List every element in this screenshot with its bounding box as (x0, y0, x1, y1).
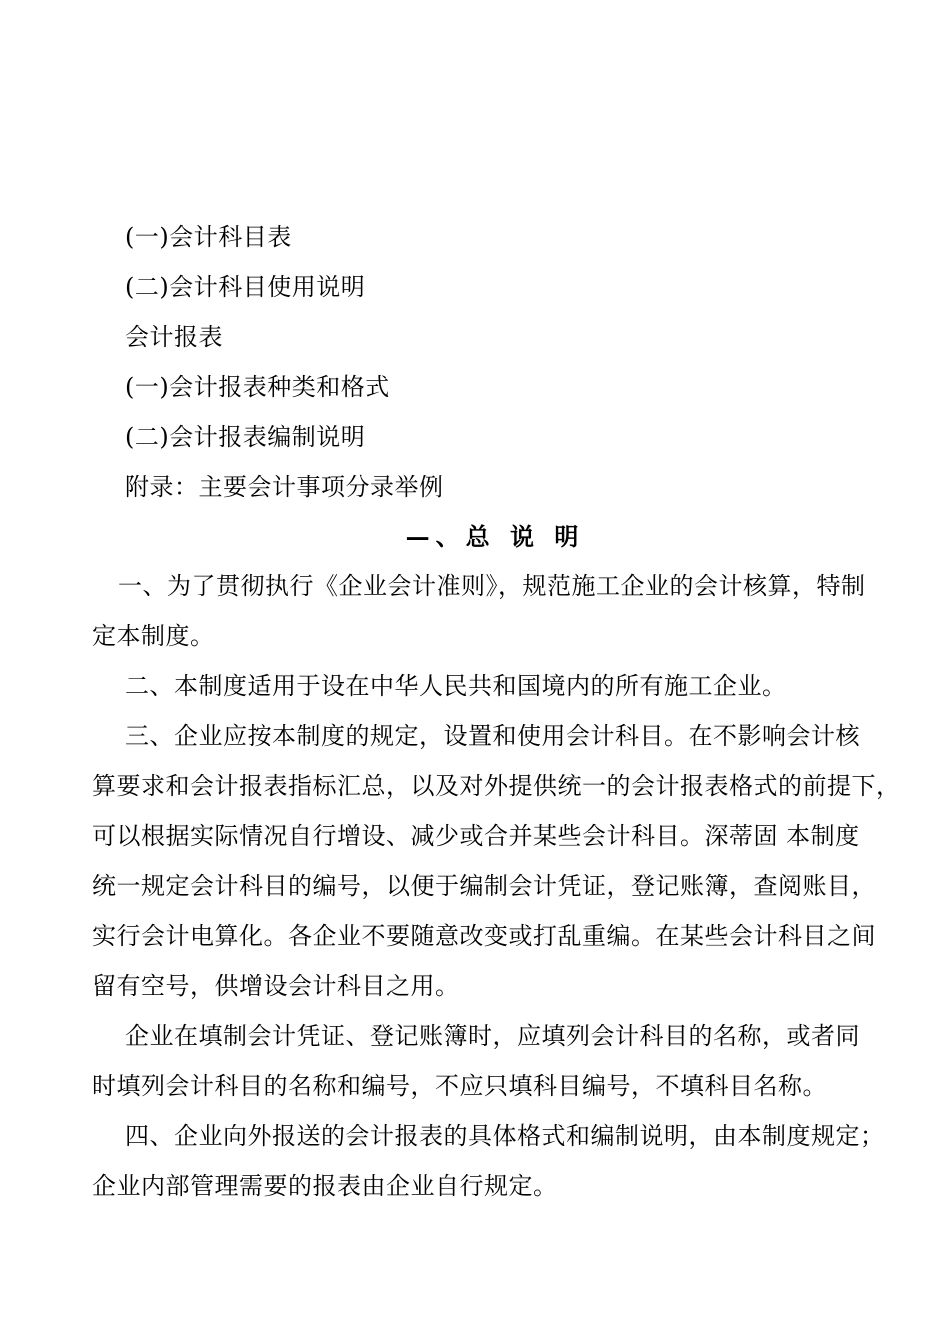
toc-item: (二)会计报表编制说明 (125, 423, 366, 451)
paragraph-line: 定本制度。 (92, 622, 215, 650)
paragraph-line: 算要求和会计报表指标汇总，以及对外提供统一的会计报表格式的前提下， (92, 772, 901, 800)
toc-item: (一)会计科目表 (125, 223, 292, 251)
paragraph-line: 三、企业应按本制度的规定，设置和使用会计科目。在不影响会计核 (125, 722, 860, 750)
paragraph-line: 实行会计电算化。各企业不要随意改变或打乱重编。在某些会计科目之间 (92, 922, 876, 950)
paragraph-line: 二、本制度适用于设在中华人民共和国境内的所有施工企业。 (125, 672, 787, 700)
paragraph-line: 企业内部管理需要的报表由企业自行规定。 (92, 1172, 558, 1200)
paragraph-line: 留有空号，供增设会计科目之用。 (92, 972, 460, 1000)
paragraph-line: 统一规定会计科目的编号，以便于编制会计凭证，登记账簿，查阅账目， (92, 872, 876, 900)
paragraph-line: 时填列会计科目的名称和编号，不应只填科目编号，不填科目名称。 (92, 1072, 827, 1100)
paragraph-line: 可以根据实际情况自行增设、减少或合并某些会计科目。深蒂固 本制度 (92, 822, 860, 850)
toc-item: 会计报表 (125, 323, 223, 351)
paragraph-line: 四、企业向外报送的会计报表的具体格式和编制说明，由本制度规定； (125, 1122, 885, 1150)
toc-item: 附录：主要会计事项分录举例 (125, 473, 444, 501)
toc-item: (二)会计科目使用说明 (125, 273, 366, 301)
paragraph-line: 企业在填制会计凭证、登记账簿时，应填列会计科目的名称，或者同 (125, 1022, 860, 1050)
section-heading: —、总 说 明 (405, 522, 585, 551)
paragraph-line: 一、为了贯彻执行《企业会计准则》，规范施工企业的会计核算，特制 (118, 572, 866, 600)
toc-item: (一)会计报表种类和格式 (125, 373, 390, 401)
